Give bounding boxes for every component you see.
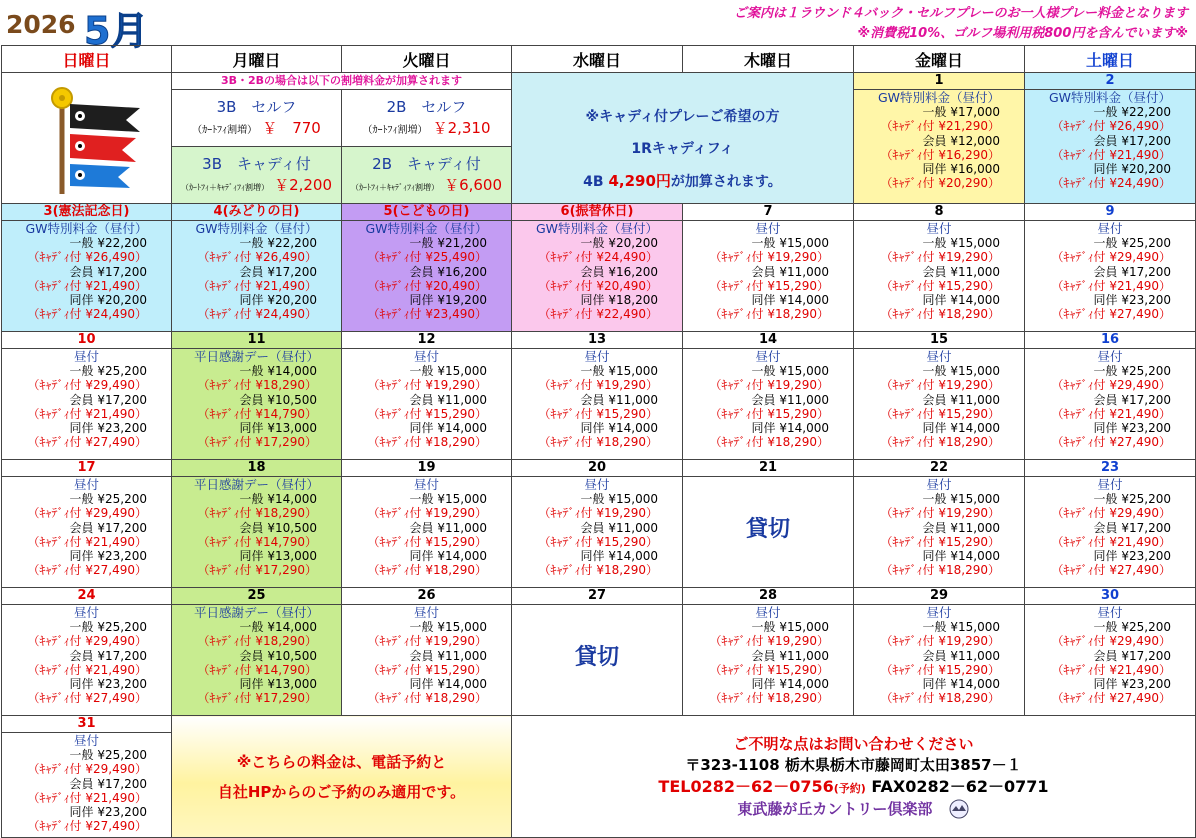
day-number: 16 <box>1025 332 1195 349</box>
booking-notice <box>172 716 512 838</box>
day-cell-10: 10 昼付 一般 ¥25,200 （ｷｬﾃﾞｨ付 ¥29,490） 会員 ¥17,200 （ｷｬﾃﾞｨ付 ¥21,490） 同伴 ¥23,200 （ｷｬﾃﾞｨ付 ¥27,490） <box>2 332 172 460</box>
day-number: 6(振替休日) <box>512 204 682 221</box>
weekday-sat: 土曜日 <box>1025 46 1196 73</box>
b3-self-sub: （ｶｰﾄﾌｨ割増） <box>192 125 258 136</box>
b2-self-box <box>342 90 511 147</box>
koinobori-illustration <box>2 73 172 204</box>
contact-fax: FAX0282－62－0771 <box>871 776 1049 796</box>
day-cell-29: 29 昼付 一般 ¥15,000 （ｷｬﾃﾞｨ付 ¥19,290） 会員 ¥11,000 （ｷｬﾃﾞｨ付 ¥15,290） 同伴 ¥14,000 （ｷｬﾃﾞｨ付 ¥18,290） <box>854 588 1025 716</box>
day-number: 28 <box>683 588 853 605</box>
day-number: 7 <box>683 204 853 221</box>
day-cell-23: 23 昼付 一般 ¥25,200 （ｷｬﾃﾞｨ付 ¥29,490） 会員 ¥17,200 （ｷｬﾃﾞｨ付 ¥21,490） 同伴 ¥23,200 （ｷｬﾃﾞｨ付 ¥27,490） <box>1025 460 1196 588</box>
day-number: 4(みどりの日) <box>172 204 341 221</box>
day-number: 9 <box>1025 204 1195 221</box>
price-block: 昼付 一般 ¥25,200 （ｷｬﾃﾞｨ付 ¥29,490） 会員 ¥17,200 （ｷｬﾃﾞｨ付 ¥21,490） 同伴 ¥23,200 （ｷｬﾃﾞｨ付 ¥27,490） <box>1051 221 1171 322</box>
price-block: GW特別料金（昼付） 一般 ¥22,200 （ｷｬﾃﾞｨ付 ¥26,490） 会員 ¥17,200 （ｷｬﾃﾞｨ付 ¥21,490） 同伴 ¥20,200 （ｷｬﾃﾞｨ付 ¥24,490） <box>1048 90 1172 191</box>
caddy-info-box <box>512 73 854 204</box>
price-block: GW特別料金（昼付） 一般 ¥22,200 （ｷｬﾃﾞｨ付 ¥26,490） 会員 ¥17,200 （ｷｬﾃﾞｨ付 ¥21,490） 同伴 ¥20,200 （ｷｬﾃﾞｨ付 ¥24,490） <box>25 221 148 322</box>
day-cell-12: 12 昼付 一般 ¥15,000 （ｷｬﾃﾞｨ付 ¥19,290） 会員 ¥11,000 （ｷｬﾃﾞｨ付 ¥15,290） 同伴 ¥14,000 （ｷｬﾃﾞｨ付 ¥18,290） <box>342 332 512 460</box>
weekday-thu: 木曜日 <box>683 46 854 73</box>
day-cell-27 <box>512 588 683 716</box>
day-number: 30 <box>1025 588 1195 605</box>
day-number: 12 <box>342 332 511 349</box>
b2-caddy-price: ￥6,600 <box>444 176 503 194</box>
day-number: 5(こどもの日) <box>342 204 511 221</box>
day-number: 2 <box>1025 73 1195 90</box>
caddy-line-1: ※キャディ付プレーご希望の方 <box>585 108 780 125</box>
price-block: GW特別料金（昼付） 一般 ¥20,200 （ｷｬﾃﾞｨ付 ¥24,490） 会員 ¥16,200 （ｷｬﾃﾞｨ付 ¥20,490） 同伴 ¥18,200 （ｷｬﾃﾞｨ付 ¥22,490） <box>535 221 659 322</box>
b3-caddy-price: ￥2,200 <box>274 176 333 194</box>
day-cell-6 <box>512 204 683 332</box>
header-note-2: ※消費税10%、ゴルフ場利用税800円を含んでいます※ <box>857 26 1188 41</box>
price-block: 昼付 一般 ¥15,000 （ｷｬﾃﾞｨ付 ¥19,290） 会員 ¥11,000 （ｷｬﾃﾞｨ付 ¥15,290） 同伴 ¥14,000 （ｷｬﾃﾞｨ付 ¥18,290） <box>880 221 1000 322</box>
price-block: GW特別料金（昼付） 一般 ¥22,200 （ｷｬﾃﾞｨ付 ¥26,490） 会員 ¥17,200 （ｷｬﾃﾞｨ付 ¥21,490） 同伴 ¥20,200 （ｷｬﾃﾞｨ付 ¥24,490） <box>195 221 318 322</box>
day-number: 21 <box>683 460 853 477</box>
day-cell-22: 22 昼付 一般 ¥15,000 （ｷｬﾃﾞｨ付 ¥19,290） 会員 ¥11,000 （ｷｬﾃﾞｨ付 ¥15,290） 同伴 ¥14,000 （ｷｬﾃﾞｨ付 ¥18,290） <box>854 460 1025 588</box>
day-cell-30: 30 昼付 一般 ¥25,200 （ｷｬﾃﾞｨ付 ¥29,490） 会員 ¥17,200 （ｷｬﾃﾞｨ付 ¥21,490） 同伴 ¥23,200 （ｷｬﾃﾞｨ付 ¥27,490） <box>1025 588 1196 716</box>
day-cell-13: 13 昼付 一般 ¥15,000 （ｷｬﾃﾞｨ付 ¥19,290） 会員 ¥11,000 （ｷｬﾃﾞｨ付 ¥15,290） 同伴 ¥14,000 （ｷｬﾃﾞｨ付 ¥18,290） <box>512 332 683 460</box>
notice-line-1: ※こちらの料金は、電話予約と <box>236 752 447 771</box>
day-cell-18: 18 平日感謝デー（昼付） 一般 ¥14,000 （ｷｬﾃﾞｨ付 ¥18,290） 会員 ¥10,500 （ｷｬﾃﾞｨ付 ¥14,790） 同伴 ¥13,000 （ｷｬﾃﾞｨ付 ¥17,290） <box>172 460 342 588</box>
day-cell-5 <box>342 204 512 332</box>
weekday-wed: 水曜日 <box>512 46 683 73</box>
weekday-sun: 日曜日 <box>2 46 172 73</box>
b2-self-price: ￥2,310 <box>432 119 491 137</box>
day-number: 1 <box>854 73 1024 90</box>
koinobori-icon <box>22 76 152 196</box>
day-cell-7 <box>683 204 854 332</box>
day-number: 17 <box>2 460 171 477</box>
caddy-line-2: 1Rキャディフィ <box>631 140 734 157</box>
day-cell-16: 16 昼付 一般 ¥25,200 （ｷｬﾃﾞｨ付 ¥29,490） 会員 ¥17,200 （ｷｬﾃﾞｨ付 ¥21,490） 同伴 ¥23,200 （ｷｬﾃﾞｨ付 ¥27,490） <box>1025 332 1196 460</box>
b3-self-price: ￥ 770 <box>262 119 321 137</box>
contact-phone[interactable]: TEL0282－62－0756(予約) FAX0282－62－0771 <box>658 776 1049 796</box>
weekday-mon: 月曜日 <box>172 46 342 73</box>
day-cell-2 <box>1025 73 1196 204</box>
day-cell-21 <box>683 460 854 588</box>
day-cell-17: 17 昼付 一般 ¥25,200 （ｷｬﾃﾞｨ付 ¥29,490） 会員 ¥17,200 （ｷｬﾃﾞｨ付 ¥21,490） 同伴 ¥23,200 （ｷｬﾃﾞｨ付 ¥27,490） <box>2 460 172 588</box>
day-number: 25 <box>172 588 341 605</box>
day-number: 3(憲法記念日) <box>2 204 171 221</box>
b2-self-title: 2B セルフ <box>386 98 467 116</box>
price-block: GW特別料金（昼付） 一般 ¥17,000 （ｷｬﾃﾞｨ付 ¥21,290） 会員 ¥12,000 （ｷｬﾃﾞｨ付 ¥16,290） 同伴 ¥16,000 （ｷｬﾃﾞｨ付 ¥20,290） <box>877 90 1001 191</box>
b3-caddy-box <box>172 147 342 203</box>
day-number: 20 <box>512 460 682 477</box>
weekday-fri: 金曜日 <box>854 46 1025 73</box>
b3-self-box <box>172 90 342 147</box>
caddy-line-3: 4B 4,290円が加算されます。 <box>583 171 782 190</box>
day-number: 23 <box>1025 460 1195 477</box>
day-number: 24 <box>2 588 171 605</box>
club-name: 東武藤が丘カントリー倶楽部 <box>512 799 1195 820</box>
day-cell-8 <box>854 204 1025 332</box>
day-number: 10 <box>2 332 171 349</box>
weekday-tue: 火曜日 <box>342 46 512 73</box>
price-block: 昼付 一般 ¥15,000 （ｷｬﾃﾞｨ付 ¥19,290） 会員 ¥11,000 （ｷｬﾃﾞｨ付 ¥15,290） 同伴 ¥14,000 （ｷｬﾃﾞｨ付 ¥18,290） <box>709 221 829 322</box>
day-cell-4 <box>172 204 342 332</box>
calendar-table <box>1 45 1196 838</box>
day-cell-9 <box>1025 204 1196 332</box>
day-cell-26: 26 昼付 一般 ¥15,000 （ｷｬﾃﾞｨ付 ¥19,290） 会員 ¥11,000 （ｷｬﾃﾞｨ付 ¥15,290） 同伴 ¥14,000 （ｷｬﾃﾞｨ付 ¥18,290） <box>342 588 512 716</box>
day-number: 18 <box>172 460 341 477</box>
b3-self-title: 3B セルフ <box>216 98 297 116</box>
contact-box <box>512 716 1196 838</box>
day-cell-1 <box>854 73 1025 204</box>
b3-caddy-sub: （ｶｰﾄﾌｨ＋ｷｬﾃﾞｨﾌｨ割増） <box>180 183 269 192</box>
closed-label: 貸切 <box>745 516 790 542</box>
surcharge-header: 3B・2Bの場合は以下の割増料金が加算されます <box>172 73 511 90</box>
day-number: 27 <box>512 588 682 605</box>
closed-label: 貸切 <box>574 644 619 670</box>
day-number: 29 <box>854 588 1024 605</box>
day-number: 13 <box>512 332 682 349</box>
contact-address: 〒323-1108 栃木県栃木市藤岡町太田3857－１ <box>685 755 1022 774</box>
b3-caddy-title: 3B キャディ付 <box>202 155 311 173</box>
year-label: 2026 <box>6 10 76 39</box>
month-label: 5月 <box>84 9 149 53</box>
day-number: 14 <box>683 332 853 349</box>
day-cell-19: 19 昼付 一般 ¥15,000 （ｷｬﾃﾞｨ付 ¥19,290） 会員 ¥11,000 （ｷｬﾃﾞｨ付 ¥15,290） 同伴 ¥14,000 （ｷｬﾃﾞｨ付 ¥18,290） <box>342 460 512 588</box>
price-block: GW特別料金（昼付） 一般 ¥21,200 （ｷｬﾃﾞｨ付 ¥25,490） 会員 ¥16,200 （ｷｬﾃﾞｨ付 ¥20,490） 同伴 ¥19,200 （ｷｬﾃﾞｨ付 ¥23,490） <box>365 221 488 322</box>
day-number: 31 <box>2 716 171 733</box>
day-cell-14: 14 昼付 一般 ¥15,000 （ｷｬﾃﾞｨ付 ¥19,290） 会員 ¥11,000 （ｷｬﾃﾞｨ付 ¥15,290） 同伴 ¥14,000 （ｷｬﾃﾞｨ付 ¥18,290） <box>683 332 854 460</box>
day-number: 19 <box>342 460 511 477</box>
day-cell-11: 11 平日感謝デー（昼付） 一般 ¥14,000 （ｷｬﾃﾞｨ付 ¥18,290） 会員 ¥10,500 （ｷｬﾃﾞｨ付 ¥14,790） 同伴 ¥13,000 （ｷｬﾃﾞｨ付 ¥17,290） <box>172 332 342 460</box>
b2-caddy-title: 2B キャディ付 <box>372 155 481 173</box>
day-number: 8 <box>854 204 1024 221</box>
day-cell-25: 25 平日感謝デー（昼付） 一般 ¥14,000 （ｷｬﾃﾞｨ付 ¥18,290） 会員 ¥10,500 （ｷｬﾃﾞｨ付 ¥14,790） 同伴 ¥13,000 （ｷｬﾃﾞｨ付 ¥17,290） <box>172 588 342 716</box>
day-cell-20: 20 昼付 一般 ¥15,000 （ｷｬﾃﾞｨ付 ¥19,290） 会員 ¥11,000 （ｷｬﾃﾞｨ付 ¥15,290） 同伴 ¥14,000 （ｷｬﾃﾞｨ付 ¥18,290） <box>512 460 683 588</box>
day-cell-28: 28 昼付 一般 ¥15,000 （ｷｬﾃﾞｨ付 ¥19,290） 会員 ¥11,000 （ｷｬﾃﾞｨ付 ¥15,290） 同伴 ¥14,000 （ｷｬﾃﾞｨ付 ¥18,290） <box>683 588 854 716</box>
contact-heading: ご不明な点はお問い合わせください <box>733 734 974 753</box>
header-note-1: ご案内は１ラウンド４バック・セルフプレーのお一人様プレー料金となります <box>734 6 1188 21</box>
day-number: 15 <box>854 332 1024 349</box>
b2-caddy-sub: （ｶｰﾄﾌｨ＋ｷｬﾃﾞｨﾌｨ割増） <box>350 183 439 192</box>
day-cell-24: 24 昼付 一般 ¥25,200 （ｷｬﾃﾞｨ付 ¥29,490） 会員 ¥17,200 （ｷｬﾃﾞｨ付 ¥21,490） 同伴 ¥23,200 （ｷｬﾃﾞｨ付 ¥27,490） <box>2 588 172 716</box>
day-number: 11 <box>172 332 341 349</box>
b2-caddy-box <box>342 147 511 203</box>
day-cell-15: 15 昼付 一般 ¥15,000 （ｷｬﾃﾞｨ付 ¥19,290） 会員 ¥11,000 （ｷｬﾃﾞｨ付 ¥15,290） 同伴 ¥14,000 （ｷｬﾃﾞｨ付 ¥18,290） <box>854 332 1025 460</box>
day-number: 22 <box>854 460 1024 477</box>
day-cell-3 <box>2 204 172 332</box>
b2-self-sub: （ｶｰﾄﾌｨ割増） <box>362 125 428 136</box>
day-cell-31: 31 昼付 一般 ¥25,200 （ｷｬﾃﾞｨ付 ¥29,490） 会員 ¥17,200 （ｷｬﾃﾞｨ付 ¥21,490） 同伴 ¥23,200 （ｷｬﾃﾞｨ付 ¥27,490） <box>2 716 172 838</box>
notice-line-2: 自社HPからのご予約のみ適用です。 <box>217 782 466 801</box>
surcharge-box <box>172 73 512 204</box>
club-logo-icon <box>948 799 970 819</box>
day-number: 26 <box>342 588 511 605</box>
